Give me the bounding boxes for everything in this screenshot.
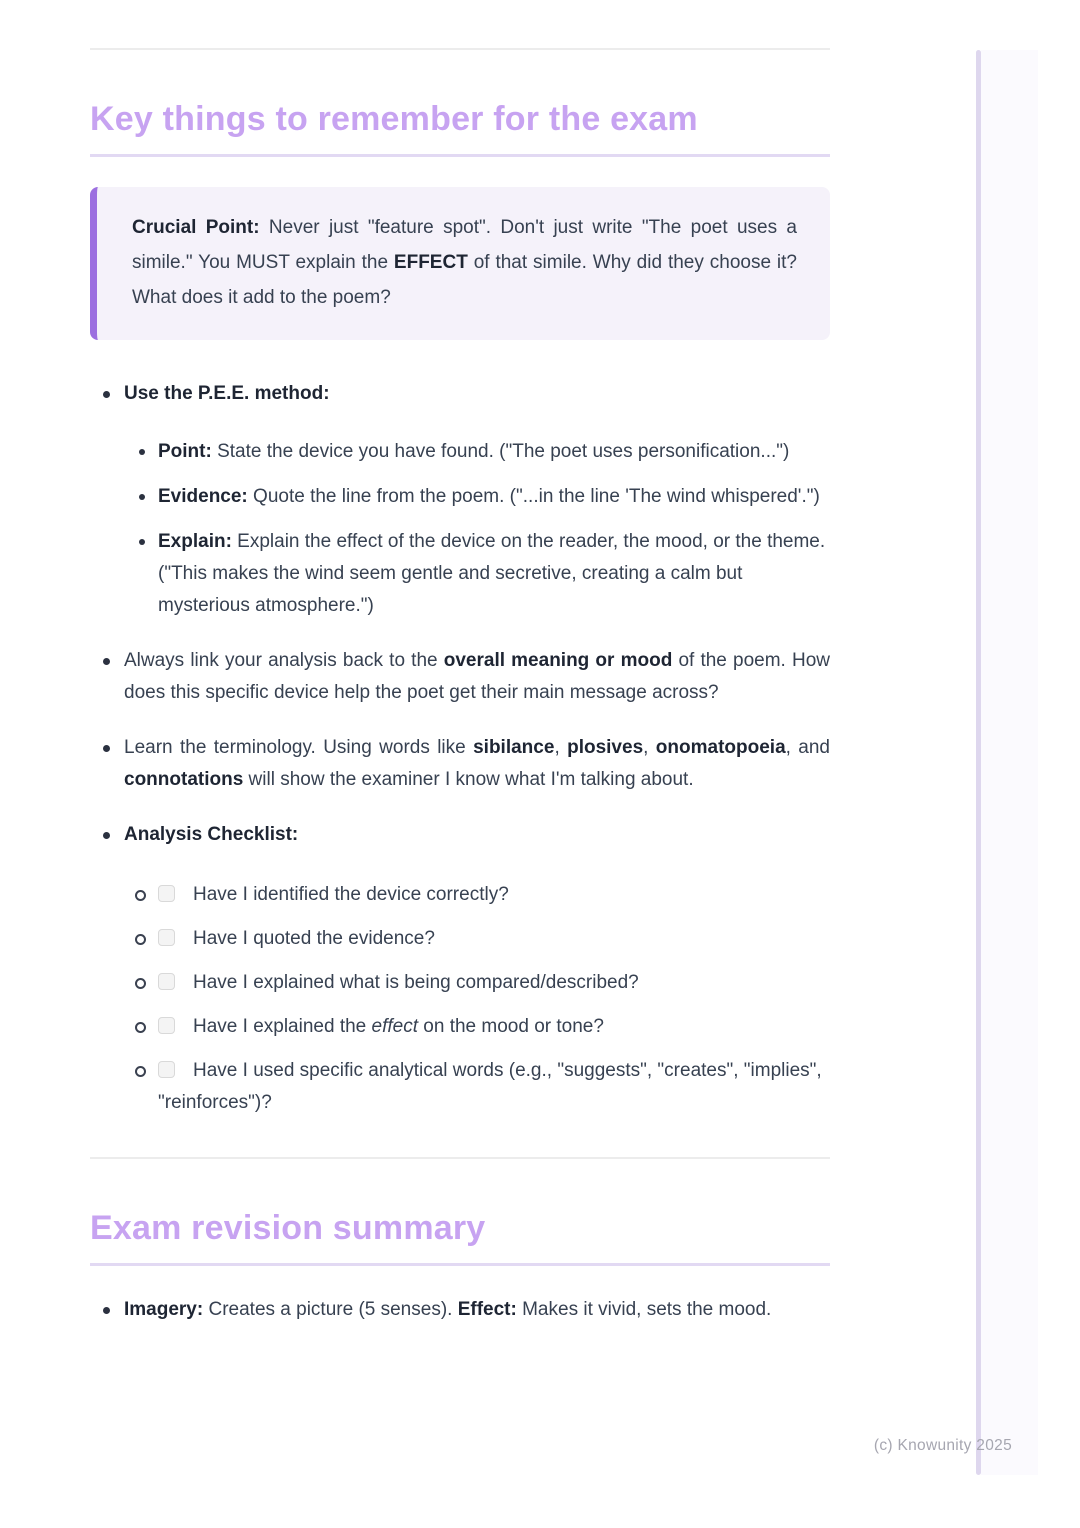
analysis-checklist: [124, 879, 830, 1119]
bullet-icon: [90, 378, 124, 622]
checkbox-icon[interactable]: [158, 973, 175, 990]
list-item-text: Use the P.E.E. method:: [124, 383, 330, 404]
checklist-item-label: Have I explained what is being compared/described?: [193, 972, 639, 993]
callout-text: Crucial Point: Never just "feature spot". Don't just write "The poet uses a simile." You MUST explain the EFFECT of that simile. Why did they choose it? What does it add to the poem?: [132, 217, 797, 308]
list-item-imagery: [90, 1294, 830, 1326]
circle-bullet-icon: [124, 879, 158, 911]
checkbox-icon[interactable]: [158, 885, 175, 902]
bullet-icon: [124, 526, 158, 622]
checklist-item-text: [158, 967, 830, 999]
crucial-point-callout: [90, 187, 830, 340]
checklist-item: [124, 879, 830, 911]
list-item-analysis-checklist: [90, 819, 830, 1119]
list-item-text: Evidence: Quote the line from the poem. ("...in the line 'The wind whispered'."): [158, 486, 820, 507]
bullet-icon: [124, 436, 158, 468]
circle-bullet-icon: [124, 923, 158, 955]
checklist-item: [124, 1055, 830, 1119]
section-title-key-things: Key things to remember for the exam: [90, 100, 830, 157]
copyright-footer: (c) Knowunity 2025: [873, 1437, 1012, 1454]
checkbox-icon[interactable]: [158, 929, 175, 946]
checklist-item-text: [158, 923, 830, 955]
checklist-item-label: Have I used specific analytical words (e.g., "suggests", "creates", "implies", "reinforces")?: [158, 1060, 822, 1113]
top-divider: [90, 48, 830, 50]
list-item-always-link: [90, 645, 830, 709]
bullet-icon: [90, 732, 124, 796]
list-item-terminology: [90, 732, 830, 796]
bullet-icon: [90, 645, 124, 709]
list-item-text: Learn the terminology. Using words like sibilance, plosives, onomatopoeia, and connotations will show the examiner I know what I'm talking about.: [124, 737, 830, 790]
checkbox-icon[interactable]: [158, 1017, 175, 1034]
list-item-text: Point: State the device you have found. ("The poet uses personification..."): [158, 441, 790, 462]
checkbox-icon[interactable]: [158, 1061, 175, 1078]
key-points-list: [90, 378, 830, 1119]
checklist-item-label: Have I explained the effect on the mood or tone?: [193, 1016, 604, 1037]
circle-bullet-icon: [124, 1011, 158, 1043]
checklist-item-text: [158, 1011, 830, 1043]
checklist-item: [124, 923, 830, 955]
checklist-item: [124, 1011, 830, 1043]
checklist-item-label: Have I quoted the evidence?: [193, 928, 435, 949]
page-edge-panel: [981, 50, 1038, 1475]
checklist-item: [124, 967, 830, 999]
list-item-text: Analysis Checklist:: [124, 824, 299, 845]
list-item-text: Explain: Explain the effect of the device on the reader, the mood, or the theme. ("This makes the wind seem gentle and secretive, creating a calm but mysterious atmosphere."): [158, 531, 826, 616]
bullet-icon: [124, 481, 158, 513]
checklist-item-label: Have I identified the device correctly?: [193, 884, 509, 905]
document-content: [90, 0, 830, 1326]
checklist-item-text: [158, 879, 830, 911]
page-edge-line: [976, 50, 981, 1475]
list-item-text: Imagery: Creates a picture (5 senses). Effect: Makes it vivid, sets the mood.: [124, 1299, 772, 1320]
bullet-icon: [90, 819, 124, 1119]
list-item-explain: [124, 526, 830, 622]
section-title-exam-summary: Exam revision summary: [90, 1209, 830, 1266]
circle-bullet-icon: [124, 1055, 158, 1119]
section-divider: [90, 1157, 830, 1159]
circle-bullet-icon: [124, 967, 158, 999]
bullet-icon: [90, 1294, 124, 1326]
list-item-pee-method: [90, 378, 830, 622]
list-item-text: Always link your analysis back to the overall meaning or mood of the poem. How does this specific device help the poet get their main message across?: [124, 650, 830, 703]
pee-sublist: [124, 436, 830, 622]
checklist-item-text: [158, 1055, 830, 1119]
summary-list: [90, 1294, 830, 1326]
list-item-evidence: [124, 481, 830, 513]
list-item-point: [124, 436, 830, 468]
